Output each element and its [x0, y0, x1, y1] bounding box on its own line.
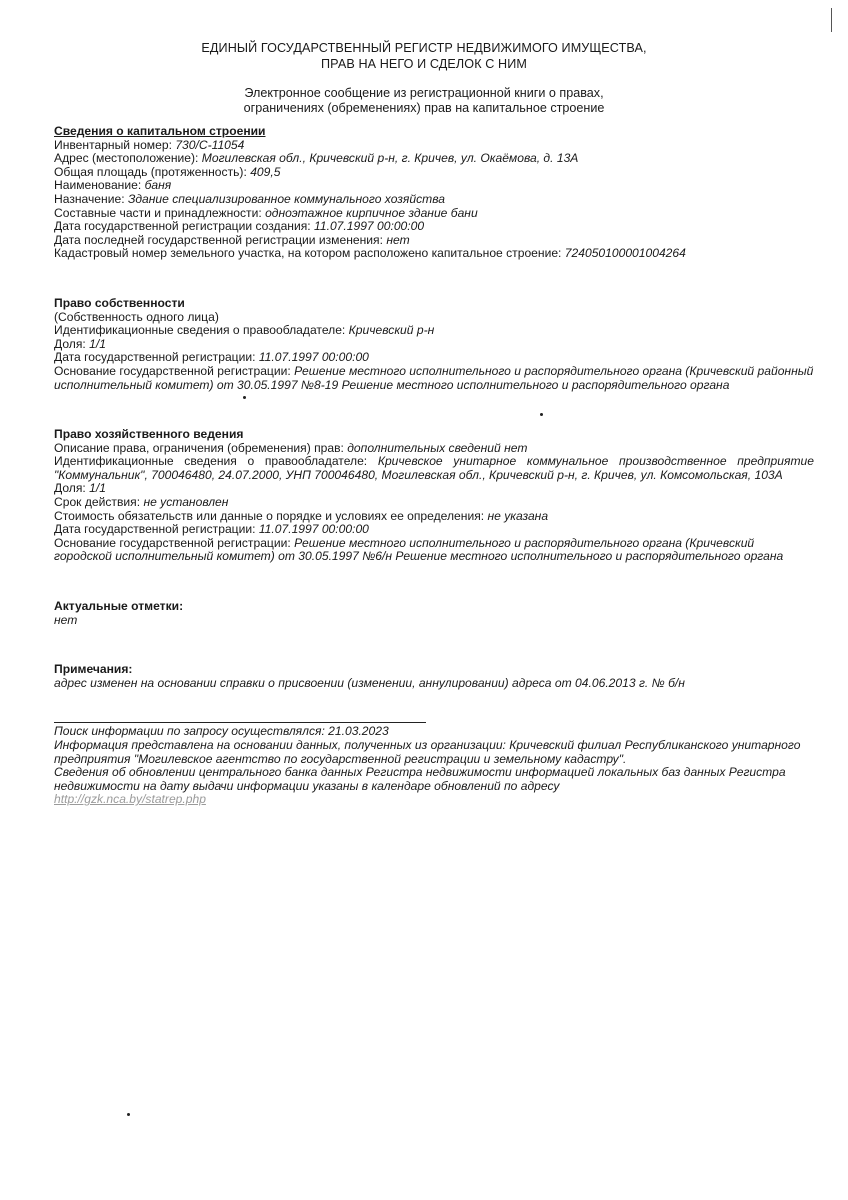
building-name: Наименование: баня	[54, 178, 172, 193]
scan-speck	[127, 1113, 130, 1116]
economic-section-heading: Право хозяйственного ведения	[54, 427, 244, 442]
scan-speck	[540, 413, 543, 416]
document-body	[54, 125, 814, 807]
building-cadastral-number: Кадастровый номер земельного участка, на котором расположено капитальное строение: 724050100001004264	[54, 246, 686, 261]
footer-search-date: Поиск информации по запросу осуществлялся: 21.03.2023	[54, 724, 389, 739]
building-last-change-date: Дата последней государственной регистрации изменения: нет	[54, 232, 410, 247]
footer-divider	[54, 722, 426, 723]
scan-edge-mark	[831, 8, 832, 32]
footer-update-info: Сведения об обновлении центрального банка данных Регистра недвижимости информацией локальных баз данных Регистра недвижимости на дату выдачи информации указаны в календаре обновлений по адресу	[54, 765, 786, 793]
building-components: Составные части и принадлежности: одноэтажное кирпичное здание бани	[54, 205, 478, 220]
current-marks-value: нет	[54, 612, 78, 627]
building-address: Адрес (местоположение): Могилевская обл., Кричевский р-н, г. Кричев, ул. Окаёмова, д. 13А	[54, 151, 579, 166]
subtitle-line1: Электронное сообщение из регистрационной книги о правах,	[244, 86, 604, 100]
building-section-heading: Сведения о капитальном строении	[54, 124, 266, 138]
ownership-registration-date: Дата государственной регистрации: 11.07.1997 00:00:00	[54, 350, 369, 365]
economic-holder: Идентификационные сведения о правообладателе: Кричевское унитарное коммунальное производственное предприятие "Коммунальник", 700046480, 24.07.2000, УНП 700046480, Могилевская обл., Кричевский р-н, г. Кричев, ул. Комсомольская, 103А	[54, 454, 814, 482]
message-subtitle	[0, 86, 848, 116]
ownership-note: (Собственность одного лица)	[54, 309, 219, 324]
economic-term: Срок действия: не установлен	[54, 495, 229, 510]
register-title-line2: ПРАВ НА НЕГО И СДЕЛОК С НИМ	[321, 57, 527, 71]
current-marks-heading: Актуальные отметки:	[54, 599, 184, 614]
economic-basis: Основание государственной регистрации: Решение местного исполнительного и распорядительного органа (Кричевский городской исполнительный комитет) от 30.05.1997 №6/н Решение местного исполнительного и распорядительного органа	[54, 535, 784, 564]
document-footer	[54, 725, 814, 807]
building-creation-date: Дата государственной регистрации создания: 11.07.1997 00:00:00	[54, 219, 425, 234]
economic-registration-date: Дата государственной регистрации: 11.07.1997 00:00:00	[54, 522, 369, 537]
notes-value: адрес изменен на основании справки о присвоении (изменении, аннулировании) адреса от 04.06.2013 г. № б/н	[54, 675, 685, 690]
footer-source: Информация представлена на основании данных, полученных из организации: Кричевский филиал Республиканского унитарного предприятия "Могилевское агентство по государственной регистрации и земельному кадастру".	[54, 738, 801, 766]
building-inventory-number: Инвентарный номер: 730/С-11054	[54, 137, 245, 152]
ownership-section-heading: Право собственности	[54, 295, 185, 310]
ownership-share: Доля: 1/1	[54, 336, 106, 351]
scan-speck	[243, 396, 246, 399]
economic-share: Доля: 1/1	[54, 481, 106, 496]
calendar-link[interactable]: http://gzk.nca.by/statrep.php	[54, 792, 206, 807]
building-purpose: Назначение: Здание специализированное коммунального хозяйства	[54, 191, 445, 206]
building-area: Общая площадь (протяженность): 409,5	[54, 164, 281, 179]
economic-description: Описание права, ограничения (обременения) прав: дополнительных сведений нет	[54, 440, 528, 455]
ownership-basis: Основание государственной регистрации: Решение местного исполнительного и распорядительного органа (Кричевский районный исполнительный комитет) от 30.05.1997 №8-19 Решение местного исполнительного и распорядительного органа	[54, 363, 814, 392]
register-title-line1: ЕДИНЫЙ ГОСУДАРСТВЕННЫЙ РЕГИСТР НЕДВИЖИМОГО ИМУЩЕСТВА,	[201, 41, 647, 55]
notes-heading: Примечания:	[54, 662, 133, 677]
ownership-holder: Идентификационные сведения о правообладателе: Кричевский р-н	[54, 323, 435, 338]
economic-cost: Стоимость обязательств или данные о порядке и условиях ее определения: не указана	[54, 508, 549, 523]
subtitle-line2: ограничениях (обременениях) прав на капитальное строение	[243, 101, 605, 115]
document-header	[0, 40, 848, 116]
